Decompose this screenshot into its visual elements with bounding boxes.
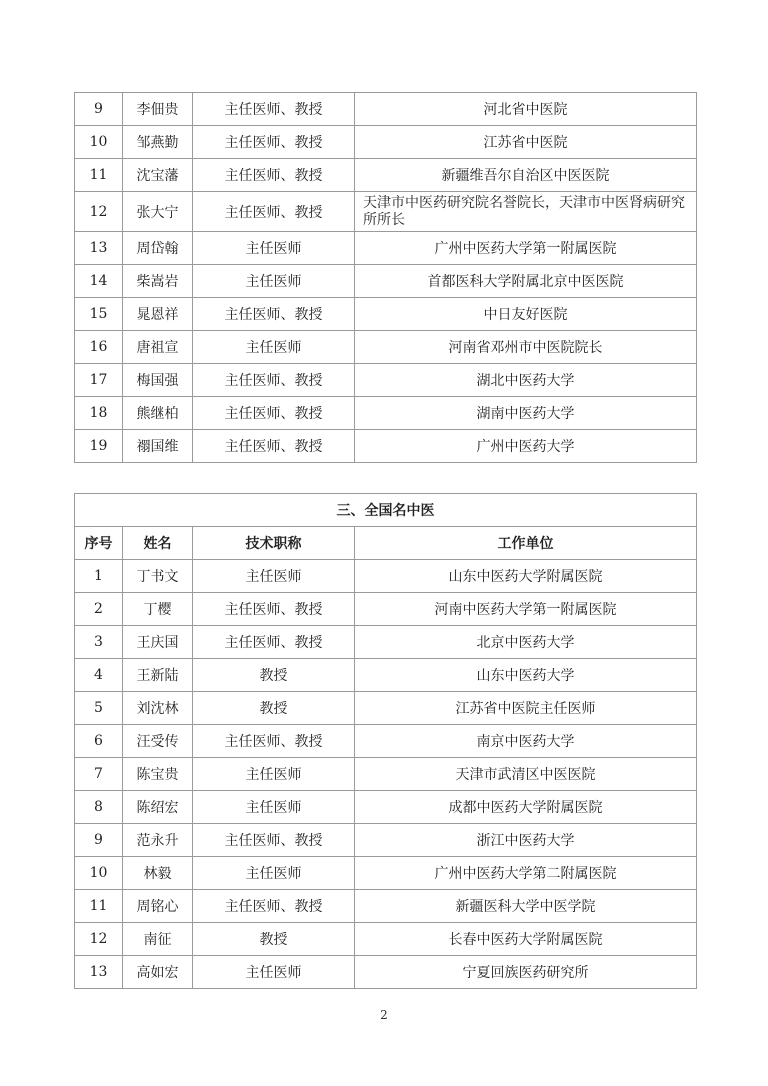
work-unit: 宁夏回族医药研究所 xyxy=(355,956,697,989)
work-unit: 广州中医药大学第一附属医院 xyxy=(355,232,697,265)
row-number: 10 xyxy=(75,126,123,159)
doctor-name: 王新陆 xyxy=(123,659,193,692)
doctor-name: 林毅 xyxy=(123,857,193,890)
row-number: 13 xyxy=(75,956,123,989)
work-unit: 湖北中医药大学 xyxy=(355,364,697,397)
doctor-title: 教授 xyxy=(193,659,355,692)
header-name: 姓名 xyxy=(123,527,193,560)
row-number: 14 xyxy=(75,265,123,298)
row-number: 10 xyxy=(75,857,123,890)
doctor-title: 主任医师、教授 xyxy=(193,626,355,659)
table-row xyxy=(75,93,697,126)
work-unit: 首都医科大学附属北京中医医院 xyxy=(355,265,697,298)
doctor-title: 主任医师、教授 xyxy=(193,159,355,192)
table-row xyxy=(75,956,697,989)
table-row xyxy=(75,159,697,192)
doctor-name: 李佃贵 xyxy=(123,93,193,126)
table-row xyxy=(75,857,697,890)
header-number: 序号 xyxy=(75,527,123,560)
doctor-name: 丁书文 xyxy=(123,560,193,593)
work-unit: 天津市中医药研究院名誉院长，天津市中医肾病研究所所长 xyxy=(355,192,697,232)
work-unit: 山东中医药大学附属医院 xyxy=(355,560,697,593)
doctor-title: 主任医师、教授 xyxy=(193,890,355,923)
work-unit: 湖南中医药大学 xyxy=(355,397,697,430)
work-unit: 北京中医药大学 xyxy=(355,626,697,659)
doctor-title: 主任医师 xyxy=(193,265,355,298)
table-row xyxy=(75,890,697,923)
work-unit: 山东中医药大学 xyxy=(355,659,697,692)
row-number: 12 xyxy=(75,923,123,956)
work-unit: 长春中医药大学附属医院 xyxy=(355,923,697,956)
doctor-name: 周岱翰 xyxy=(123,232,193,265)
table-row xyxy=(75,298,697,331)
work-unit: 新疆维吾尔自治区中医医院 xyxy=(355,159,697,192)
work-unit: 中日友好医院 xyxy=(355,298,697,331)
row-number: 15 xyxy=(75,298,123,331)
row-number: 6 xyxy=(75,725,123,758)
doctor-name: 唐祖宣 xyxy=(123,331,193,364)
work-unit: 江苏省中医院主任医师 xyxy=(355,692,697,725)
work-unit: 南京中医药大学 xyxy=(355,725,697,758)
table-row xyxy=(75,758,697,791)
doctor-title: 主任医师、教授 xyxy=(193,192,355,232)
doctor-title: 主任医师、教授 xyxy=(193,824,355,857)
national-famous-tcm-table xyxy=(74,493,697,989)
row-number: 7 xyxy=(75,758,123,791)
doctor-name: 梅国强 xyxy=(123,364,193,397)
doctor-title: 主任医师 xyxy=(193,857,355,890)
header-row xyxy=(75,527,697,560)
table-row xyxy=(75,560,697,593)
table-row xyxy=(75,265,697,298)
work-unit: 河南中医药大学第一附属医院 xyxy=(355,593,697,626)
doctor-name: 张大宁 xyxy=(123,192,193,232)
doctor-name: 周铭心 xyxy=(123,890,193,923)
table-row xyxy=(75,791,697,824)
doctor-name: 熊继柏 xyxy=(123,397,193,430)
doctor-title: 主任医师 xyxy=(193,956,355,989)
doctor-name: 晁恩祥 xyxy=(123,298,193,331)
row-number: 5 xyxy=(75,692,123,725)
row-number: 11 xyxy=(75,159,123,192)
doctor-title: 教授 xyxy=(193,692,355,725)
doctor-title: 主任医师 xyxy=(193,560,355,593)
doctor-name: 范永升 xyxy=(123,824,193,857)
row-number: 16 xyxy=(75,331,123,364)
doctor-title: 主任医师、教授 xyxy=(193,364,355,397)
table-row xyxy=(75,692,697,725)
table-row xyxy=(75,626,697,659)
row-number: 11 xyxy=(75,890,123,923)
row-number: 17 xyxy=(75,364,123,397)
doctor-title: 主任医师 xyxy=(193,791,355,824)
doctor-name: 刘沈林 xyxy=(123,692,193,725)
work-unit: 广州中医药大学 xyxy=(355,430,697,463)
doctor-name: 王庆国 xyxy=(123,626,193,659)
doctor-name: 高如宏 xyxy=(123,956,193,989)
table-row xyxy=(75,659,697,692)
row-number: 9 xyxy=(75,93,123,126)
row-number: 2 xyxy=(75,593,123,626)
table-row xyxy=(75,923,697,956)
page-number: 2 xyxy=(380,1008,388,1022)
work-unit: 天津市武清区中医医院 xyxy=(355,758,697,791)
work-unit: 成都中医药大学附属医院 xyxy=(355,791,697,824)
doctor-name: 丁樱 xyxy=(123,593,193,626)
doctor-name: 陈宝贵 xyxy=(123,758,193,791)
doctor-name: 柴嵩岩 xyxy=(123,265,193,298)
table-row xyxy=(75,192,697,232)
row-number: 8 xyxy=(75,791,123,824)
work-unit: 浙江中医药大学 xyxy=(355,824,697,857)
row-number: 12 xyxy=(75,192,123,232)
row-number: 13 xyxy=(75,232,123,265)
doctor-name: 禤国维 xyxy=(123,430,193,463)
doctor-title: 主任医师、教授 xyxy=(193,298,355,331)
table-row xyxy=(75,232,697,265)
doctor-name: 南征 xyxy=(123,923,193,956)
doctor-title: 教授 xyxy=(193,923,355,956)
work-unit: 河南省邓州市中医院院长 xyxy=(355,331,697,364)
doctor-name: 汪受传 xyxy=(123,725,193,758)
doctor-title: 主任医师 xyxy=(193,331,355,364)
table-row xyxy=(75,824,697,857)
row-number: 19 xyxy=(75,430,123,463)
row-number: 18 xyxy=(75,397,123,430)
doctor-title: 主任医师、教授 xyxy=(193,397,355,430)
table-row xyxy=(75,593,697,626)
section-title-row xyxy=(75,494,697,527)
table-row xyxy=(75,430,697,463)
doctor-title: 主任医师、教授 xyxy=(193,725,355,758)
row-number: 1 xyxy=(75,560,123,593)
table-row xyxy=(75,331,697,364)
table-row xyxy=(75,126,697,159)
section-title: 三、全国名中医 xyxy=(75,494,697,527)
row-number: 9 xyxy=(75,824,123,857)
doctor-title: 主任医师、教授 xyxy=(193,593,355,626)
doctor-title: 主任医师 xyxy=(193,232,355,265)
work-unit: 广州中医药大学第二附属医院 xyxy=(355,857,697,890)
doctor-title: 主任医师、教授 xyxy=(193,430,355,463)
row-number: 3 xyxy=(75,626,123,659)
work-unit: 江苏省中医院 xyxy=(355,126,697,159)
work-unit: 河北省中医院 xyxy=(355,93,697,126)
table-row xyxy=(75,364,697,397)
doctor-table-continued xyxy=(74,92,697,463)
work-unit: 新疆医科大学中医学院 xyxy=(355,890,697,923)
doctor-title: 主任医师、教授 xyxy=(193,126,355,159)
doctor-title: 主任医师、教授 xyxy=(193,93,355,126)
table-row xyxy=(75,725,697,758)
table-row xyxy=(75,397,697,430)
row-number: 4 xyxy=(75,659,123,692)
header-unit: 工作单位 xyxy=(355,527,697,560)
doctor-name: 陈绍宏 xyxy=(123,791,193,824)
doctor-name: 沈宝藩 xyxy=(123,159,193,192)
doctor-name: 邹燕勤 xyxy=(123,126,193,159)
header-title: 技术职称 xyxy=(193,527,355,560)
doctor-title: 主任医师 xyxy=(193,758,355,791)
